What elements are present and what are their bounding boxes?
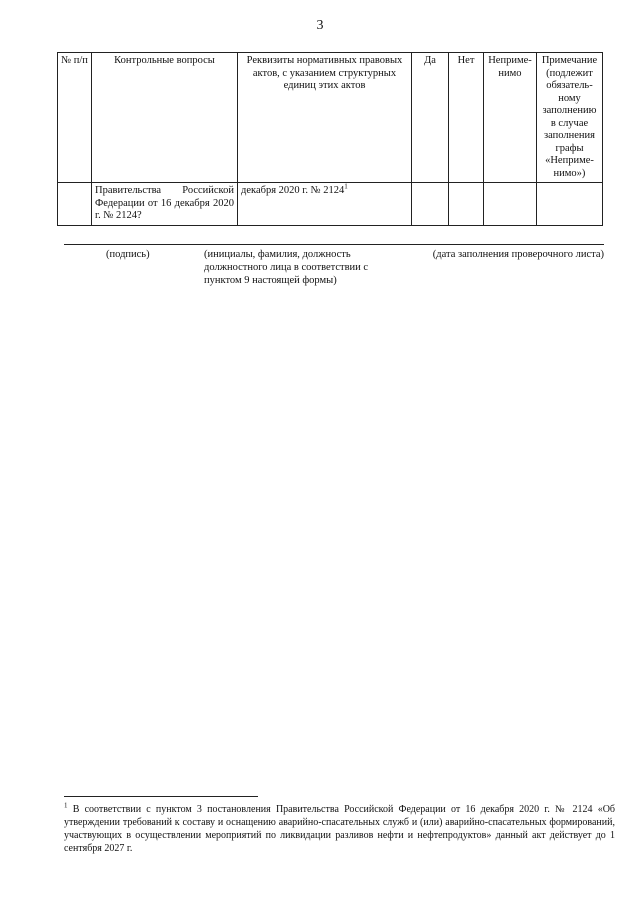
cell-not-applicable[interactable] bbox=[484, 183, 537, 226]
header-requisites: Реквизиты нормативных правовых актов, с указанием структурных единиц этих актов bbox=[238, 53, 412, 183]
header-yes: Да bbox=[412, 53, 449, 183]
header-number: № п/п bbox=[58, 53, 92, 183]
table-row bbox=[58, 183, 603, 226]
footnote-ref: 1 bbox=[344, 182, 348, 191]
signature-sign-label: (подпись) bbox=[106, 249, 150, 260]
page-number: 3 bbox=[316, 18, 324, 33]
cell-note[interactable] bbox=[537, 183, 603, 226]
table-header-row bbox=[58, 53, 603, 183]
signature-date-label: (дата заполнения проверочного листа) bbox=[432, 249, 604, 260]
checklist-table bbox=[57, 52, 603, 226]
header-questions: Контрольные вопросы bbox=[92, 53, 238, 183]
signature-line bbox=[64, 244, 604, 245]
header-no: Нет bbox=[449, 53, 484, 183]
requisites-text: декабря 2020 г. № 2124 bbox=[241, 185, 345, 196]
footnote-mark: 1 bbox=[64, 801, 68, 810]
signature-name-label: (инициалы, фамилия, должность должностного лица в соответствии с пунктом 9 настоящей формы) bbox=[204, 249, 369, 286]
cell-no[interactable] bbox=[449, 183, 484, 226]
header-note: Примечание (подлежит обязатель-ному заполнению в случае заполнения графы «Неприме-нимо») bbox=[537, 53, 603, 183]
footnote-separator bbox=[64, 796, 258, 797]
cell-number bbox=[58, 183, 92, 226]
footnote-text: В соответствии с пунктом 3 постановления Правительства Российской Федерации от 16 декабря 2020 г. № 2124 «Об утверждении требований к составу и оснащению аварийно-спасательных служб и (или) аварийно-спасательных формирований, участвующих в осуществлении мероприятий по ликвидации разливов нефти и нефтепродуктов» данный акт действует до 1 сентября 2027 г. bbox=[64, 804, 615, 854]
cell-question: Правительства Российской Федерации от 16 декабря 2020 г. № 2124? bbox=[92, 183, 238, 226]
header-not-applicable: Неприме-нимо bbox=[484, 53, 537, 183]
cell-requisites bbox=[238, 183, 412, 226]
cell-yes[interactable] bbox=[412, 183, 449, 226]
footnote bbox=[64, 803, 615, 855]
